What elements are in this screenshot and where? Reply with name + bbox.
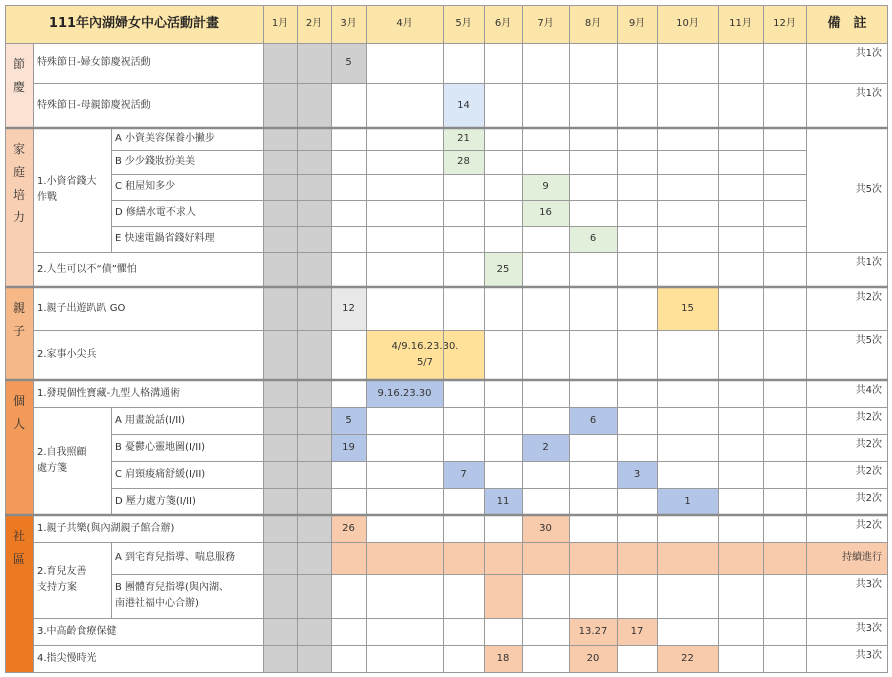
activity-outing: 1.親子出遊趴趴 GO (37, 302, 126, 314)
schedule-date: 6 (569, 407, 617, 434)
group-self-care: 2.自我照顧 處方箋 (37, 447, 87, 474)
schedule-date: 5 (331, 43, 366, 83)
remark: 共1次 (855, 48, 882, 59)
schedule-date: 17 (617, 618, 657, 645)
month-header-10: 10月 (657, 5, 718, 43)
schedule-date: 5 (331, 407, 366, 434)
remark: 共2次 (855, 439, 882, 450)
remark: 共2次 (855, 466, 882, 477)
page-title: 111年內湖婦女中心活動計畫 (5, 5, 263, 43)
schedule-date: 7 (443, 461, 484, 488)
activity-womens-day: 特殊節日-婦女節慶祝活動 (37, 57, 151, 68)
activity-rice-cooker: E 快速電鍋省錢好料理 (115, 233, 215, 244)
activity-stress: D 壓力處方箋(I/II) (115, 495, 196, 507)
schedule-ongoing (484, 574, 522, 618)
month-header-8: 8月 (569, 5, 617, 43)
month-header-7: 7月 (522, 5, 569, 43)
activity-makeup: B 少少錢妝扮美美 (115, 156, 196, 167)
schedule-date: 16 (522, 200, 569, 226)
remark: 共2次 (855, 493, 882, 504)
activity-fingertip: 4.指尖慢時光 (37, 653, 97, 664)
activity-mothers-day: 特殊節日-母親節慶祝活動 (37, 99, 151, 111)
schedule-date: 11 (484, 488, 522, 515)
activity-enneagram: 1.發現個性寶藏-九型人格溝通術 (37, 387, 181, 399)
schedule-date: 25 (484, 252, 522, 287)
schedule-date: 28 (443, 150, 484, 174)
schedule-date: 9 (522, 174, 569, 200)
month-header-9: 9月 (617, 5, 657, 43)
remark: 共4次 (855, 385, 882, 396)
activity-family-fun: 1.親子共樂(與內湖親子館合辦) (37, 522, 175, 534)
remark: 持續進行 (806, 542, 888, 574)
remark: 共1次 (855, 257, 882, 268)
month-header-2: 2月 (297, 5, 331, 43)
schedule-date: 4/9.16.23.30. 5/7 (366, 330, 484, 380)
activity-repairs: D 修繕水電不求人 (115, 207, 196, 218)
schedule-date: 18 (484, 645, 522, 673)
schedule-date: 26 (331, 515, 366, 542)
schedule-date: 14 (443, 83, 484, 128)
remarks-header: 備 註 (806, 5, 888, 43)
activity-debt: 2.人生可以不“債”懼怕 (37, 263, 137, 275)
schedule-date: 12 (331, 287, 366, 330)
schedule-date: 9.16.23.30 (366, 380, 443, 407)
month-1-inactive (263, 43, 297, 673)
schedule-date: 30 (522, 515, 569, 542)
month-2-inactive (297, 43, 331, 673)
remark: 共1次 (855, 88, 882, 99)
schedule-ongoing (331, 542, 806, 574)
month-header-5: 5月 (443, 5, 484, 43)
activity-housework: 2.家事小尖兵 (37, 349, 97, 360)
month-header-1: 1月 (263, 5, 297, 43)
schedule-date: 3 (617, 461, 657, 488)
schedule-date: 21 (443, 128, 484, 150)
remark: 共3次 (855, 579, 882, 590)
activity-neck-relief: C 肩頸痠痛舒緩(I/II) (115, 468, 206, 480)
group-money-saving: 1.小資省錢大 作戰 (37, 176, 97, 203)
schedule-date: 19 (331, 434, 366, 461)
category-parent-child: 親 子 (5, 287, 33, 380)
activity-group-guidance: B 團體育兒指導(與內湖、 南港社福中心合辦) (115, 582, 229, 609)
category-community: 社 區 (5, 515, 33, 673)
activity-drawing: A 用畫說話(I/II) (115, 414, 186, 426)
group-childcare: 2.育兒友善 支持方案 (37, 566, 87, 593)
schedule-date: 15 (657, 287, 718, 330)
remark: 共3次 (855, 650, 882, 661)
remark: 共3次 (855, 623, 882, 634)
category-personal: 個 人 (5, 380, 33, 515)
activity-renting: C 租屋知多少 (115, 181, 176, 192)
category-family: 家 庭 培 力 (5, 128, 33, 287)
month-header-4: 4月 (366, 5, 443, 43)
category-festival: 節 慶 (5, 43, 33, 128)
schedule-date: 1 (657, 488, 718, 515)
schedule-date: 22 (657, 645, 718, 673)
activity-depression-map: B 憂鬱心靈地圖(I/II) (115, 441, 206, 453)
activity-beauty-tips: A 小資美容保養小撇步 (115, 133, 216, 144)
schedule-date: 20 (569, 645, 617, 673)
schedule-date: 6 (569, 226, 617, 252)
remark: 共2次 (855, 292, 882, 303)
month-header-11: 11月 (718, 5, 763, 43)
month-header-12: 12月 (763, 5, 806, 43)
month-header-6: 6月 (484, 5, 522, 43)
month-header-3: 3月 (331, 5, 366, 43)
activity-diet-therapy: 3.中高齡食療保健 (37, 625, 117, 637)
remark: 共5次 (855, 335, 882, 346)
remark: 共2次 (855, 412, 882, 423)
schedule-date: 13.27 (569, 618, 617, 645)
remark: 共2次 (855, 520, 882, 531)
remark: 共5次 (855, 184, 882, 195)
schedule-date: 2 (522, 434, 569, 461)
activity-home-visit: A 到宅育兒指導、喘息服務 (115, 552, 236, 563)
